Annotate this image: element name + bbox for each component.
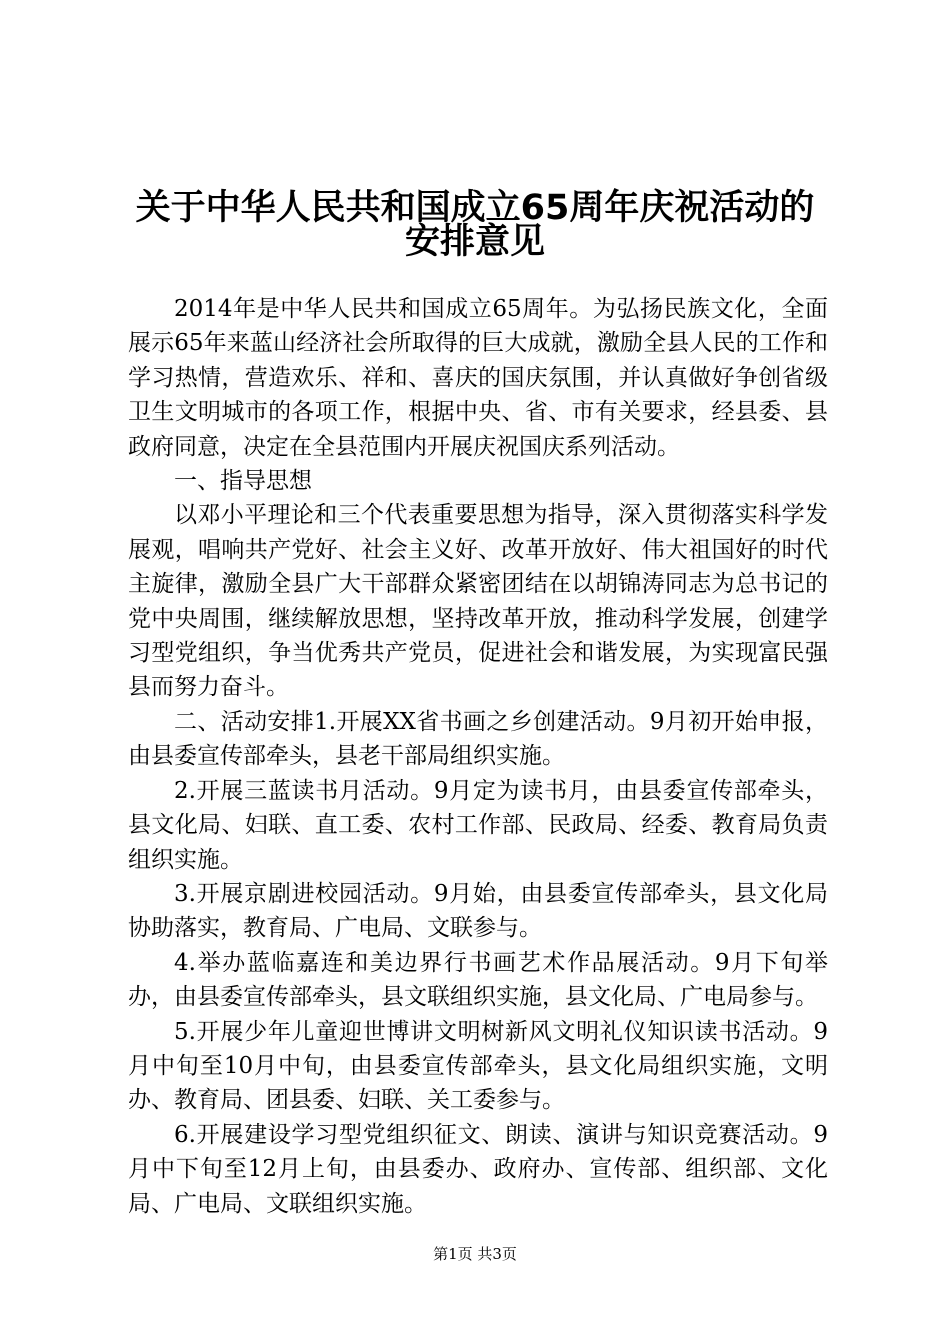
paragraph-intro: 2014年是中华人民共和国成立65周年。为弘扬民族文化，全面展示65年来蓝山经济社会所取得的巨大成就，激励全县人民的工作和学习热情，营造欢乐、祥和、喜庆的国庆氛围，并认真做好争创省级卫生文明城市的各项工作，根据中央、省、市有关要求，经县委、县政府同意，决定在全县范围内开展庆祝国庆系列活动。	[128, 296, 828, 460]
document-title-line-1: 关于中华人民共和国成立65周年庆祝活动的	[135, 188, 815, 228]
paragraph-activity-5: 5.开展少年儿童迎世博讲文明树新风文明礼仪知识读书活动。9月中旬至10月中旬，由县委宣传部牵头，县文化局组织实施，文明办、教育局、团县委、妇联、关工委参与。	[128, 1018, 828, 1114]
document-title-line-2: 安排意见	[404, 222, 545, 262]
paragraph-guiding-ideology: 以邓小平理论和三个代表重要思想为指导，深入贯彻落实科学发展观，唱响共产党好、社会主义好、改革开放好、伟大祖国好的时代主旋律，激励全县广大干部群众紧密团结在以胡锦涛同志为总书记的党中央周围，继续解放思想，坚持改革开放，推动科学发展，创建学习型党组织，争当优秀共产党员，促进社会和谐发展，为实现富民强县而努力奋斗。	[128, 502, 828, 701]
section-heading-guiding-ideology: 一、指导思想	[174, 468, 312, 495]
page-footer: 第1页 共3页	[433, 1245, 517, 1263]
document-body	[128, 292, 828, 1221]
paragraph-activity-1: 二、活动安排1.开展XX省书画之乡创建活动。9月初开始申报，由县委宣传部牵头，县老干部局组织实施。	[128, 708, 828, 770]
paragraph-activity-3: 3.开展京剧进校园活动。9月始，由县委宣传部牵头，县文化局协助落实，教育局、广电局、文联参与。	[128, 880, 828, 942]
paragraph-activity-2: 2.开展三蓝读书月活动。9月定为读书月，由县委宣传部牵头，县文化局、妇联、直工委、农村工作部、民政局、经委、教育局负责组织实施。	[128, 777, 828, 873]
paragraph-activity-4: 4.举办蓝临嘉连和美边界行书画艺术作品展活动。9月下旬举办，由县委宣传部牵头，县文联组织实施，县文化局、广电局参与。	[128, 949, 828, 1011]
paragraph-activity-6: 6.开展建设学习型党组织征文、朗读、演讲与知识竞赛活动。9月中下旬至12月上旬，由县委办、政府办、宣传部、组织部、文化局、广电局、文联组织实施。	[128, 1121, 828, 1217]
